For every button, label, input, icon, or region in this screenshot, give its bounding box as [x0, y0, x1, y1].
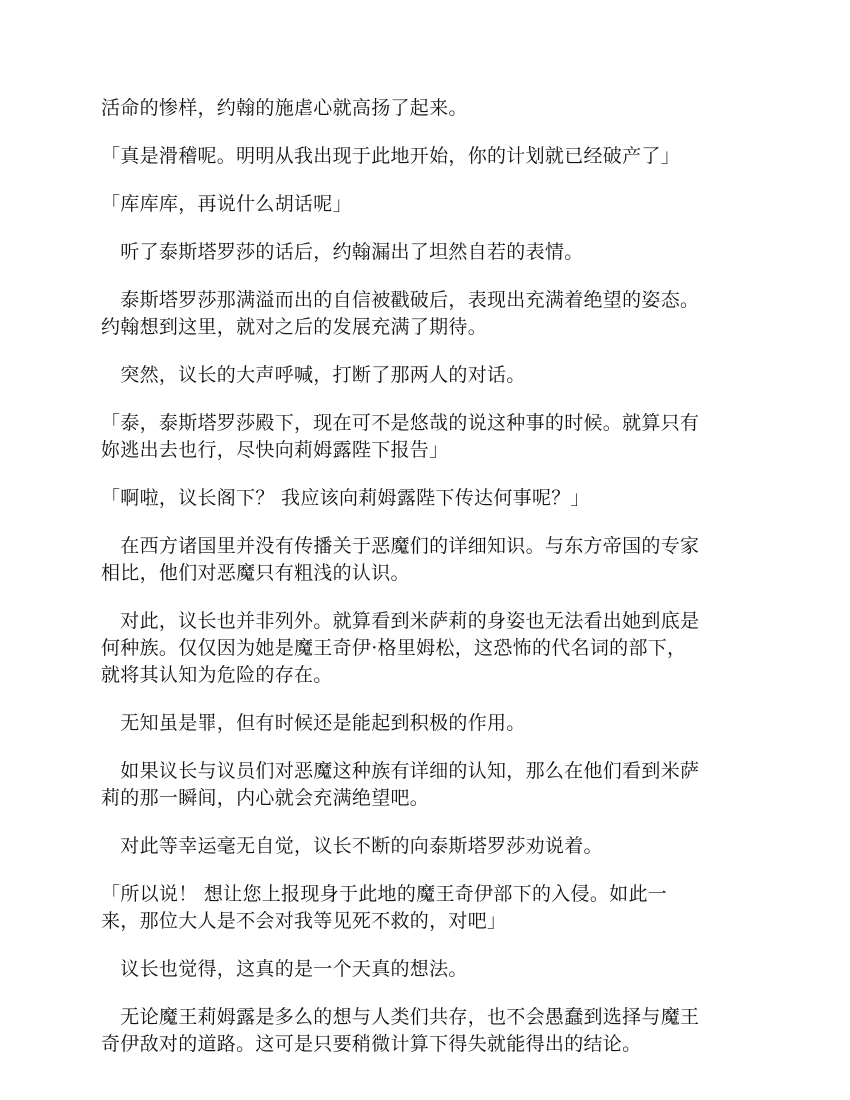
- text-line: 听了泰斯塔罗莎的话后，约翰漏出了坦然自若的表情。: [101, 241, 584, 263]
- text-line: 议长也觉得，这真的是一个天真的想法。: [101, 958, 468, 980]
- text-line: 对此，议长也并非列外。就算看到米萨莉的身姿也无法看出她到底是: [101, 610, 700, 632]
- paragraph: [101, 533, 761, 587]
- paragraph: [101, 485, 761, 512]
- text-line: 如果议长与议员们对恶魔这种族有详细的认知，那么在他们看到米萨: [101, 760, 700, 782]
- paragraph: [101, 95, 761, 122]
- text-line: 泰斯塔罗莎那满溢而出的自信被戳破后，表现出充满着绝望的姿态。: [101, 289, 700, 311]
- text-line: 来，那位大人是不会对我等见死不救的，对吧」: [101, 910, 507, 932]
- paragraph: [101, 362, 761, 389]
- text-line: 对此等幸运毫无自觉，议长不断的向泰斯塔罗莎劝说着。: [101, 835, 603, 857]
- paragraph: [101, 410, 761, 464]
- paragraph: [101, 608, 761, 689]
- text-line: 无论魔王莉姆露是多么的想与人类们共存，也不会愚蠢到选择与魔王: [101, 1006, 700, 1028]
- paragraph: [101, 758, 761, 812]
- text-line: 就将其认知为危险的存在。: [101, 664, 333, 686]
- text-line: 「真是滑稽呢。明明从我出现于此地开始，你的计划就已经破产了」: [101, 145, 681, 167]
- text-line: 活命的惨样，约翰的施虐心就高扬了起来。: [101, 97, 468, 119]
- paragraph: [101, 239, 761, 266]
- text-line: 「啊啦，议长阁下？ 我应该向莉姆露陛下传达何事呢？」: [101, 487, 590, 509]
- paragraph: [101, 881, 761, 935]
- text-line: 相比，他们对恶魔只有粗浅的认识。: [101, 562, 410, 584]
- paragraph: [101, 191, 761, 218]
- text-line: 突然，议长的大声呼喊，打断了那两人的对话。: [101, 364, 526, 386]
- paragraph: [101, 833, 761, 860]
- text-line: 约翰想到这里，就对之后的发展充满了期待。: [101, 316, 488, 338]
- text-line: 莉的那一瞬间，内心就会充满绝望吧。: [101, 787, 430, 809]
- paragraph: [101, 710, 761, 737]
- text-line: 「泰，泰斯塔罗莎殿下，现在可不是悠哉的说这种事的时候。就算只有: [101, 412, 700, 434]
- text-line: 妳逃出去也行，尽快向莉姆露陛下报告」: [101, 439, 449, 461]
- text-line: 「所以说！ 想让您上报现身于此地的魔王奇伊部下的入侵。如此一: [101, 883, 668, 905]
- document-page: [101, 95, 761, 1079]
- text-line: 「库库库，再说什么胡话呢」: [101, 193, 352, 215]
- paragraph: [101, 287, 761, 341]
- text-line: 何种族。仅仅因为她是魔王奇伊·格里姆松，这恐怖的代名词的部下，: [101, 637, 687, 659]
- paragraph: [101, 956, 761, 983]
- text-line: 无知虽是罪，但有时候还是能起到积极的作用。: [101, 712, 526, 734]
- paragraph: [101, 1004, 761, 1058]
- text-line: 奇伊敌对的道路。这可是只要稍微计算下得失就能得出的结论。: [101, 1033, 642, 1055]
- paragraph: [101, 143, 761, 170]
- text-line: 在西方诸国里并没有传播关于恶魔们的详细知识。与东方帝国的专家: [101, 535, 700, 557]
